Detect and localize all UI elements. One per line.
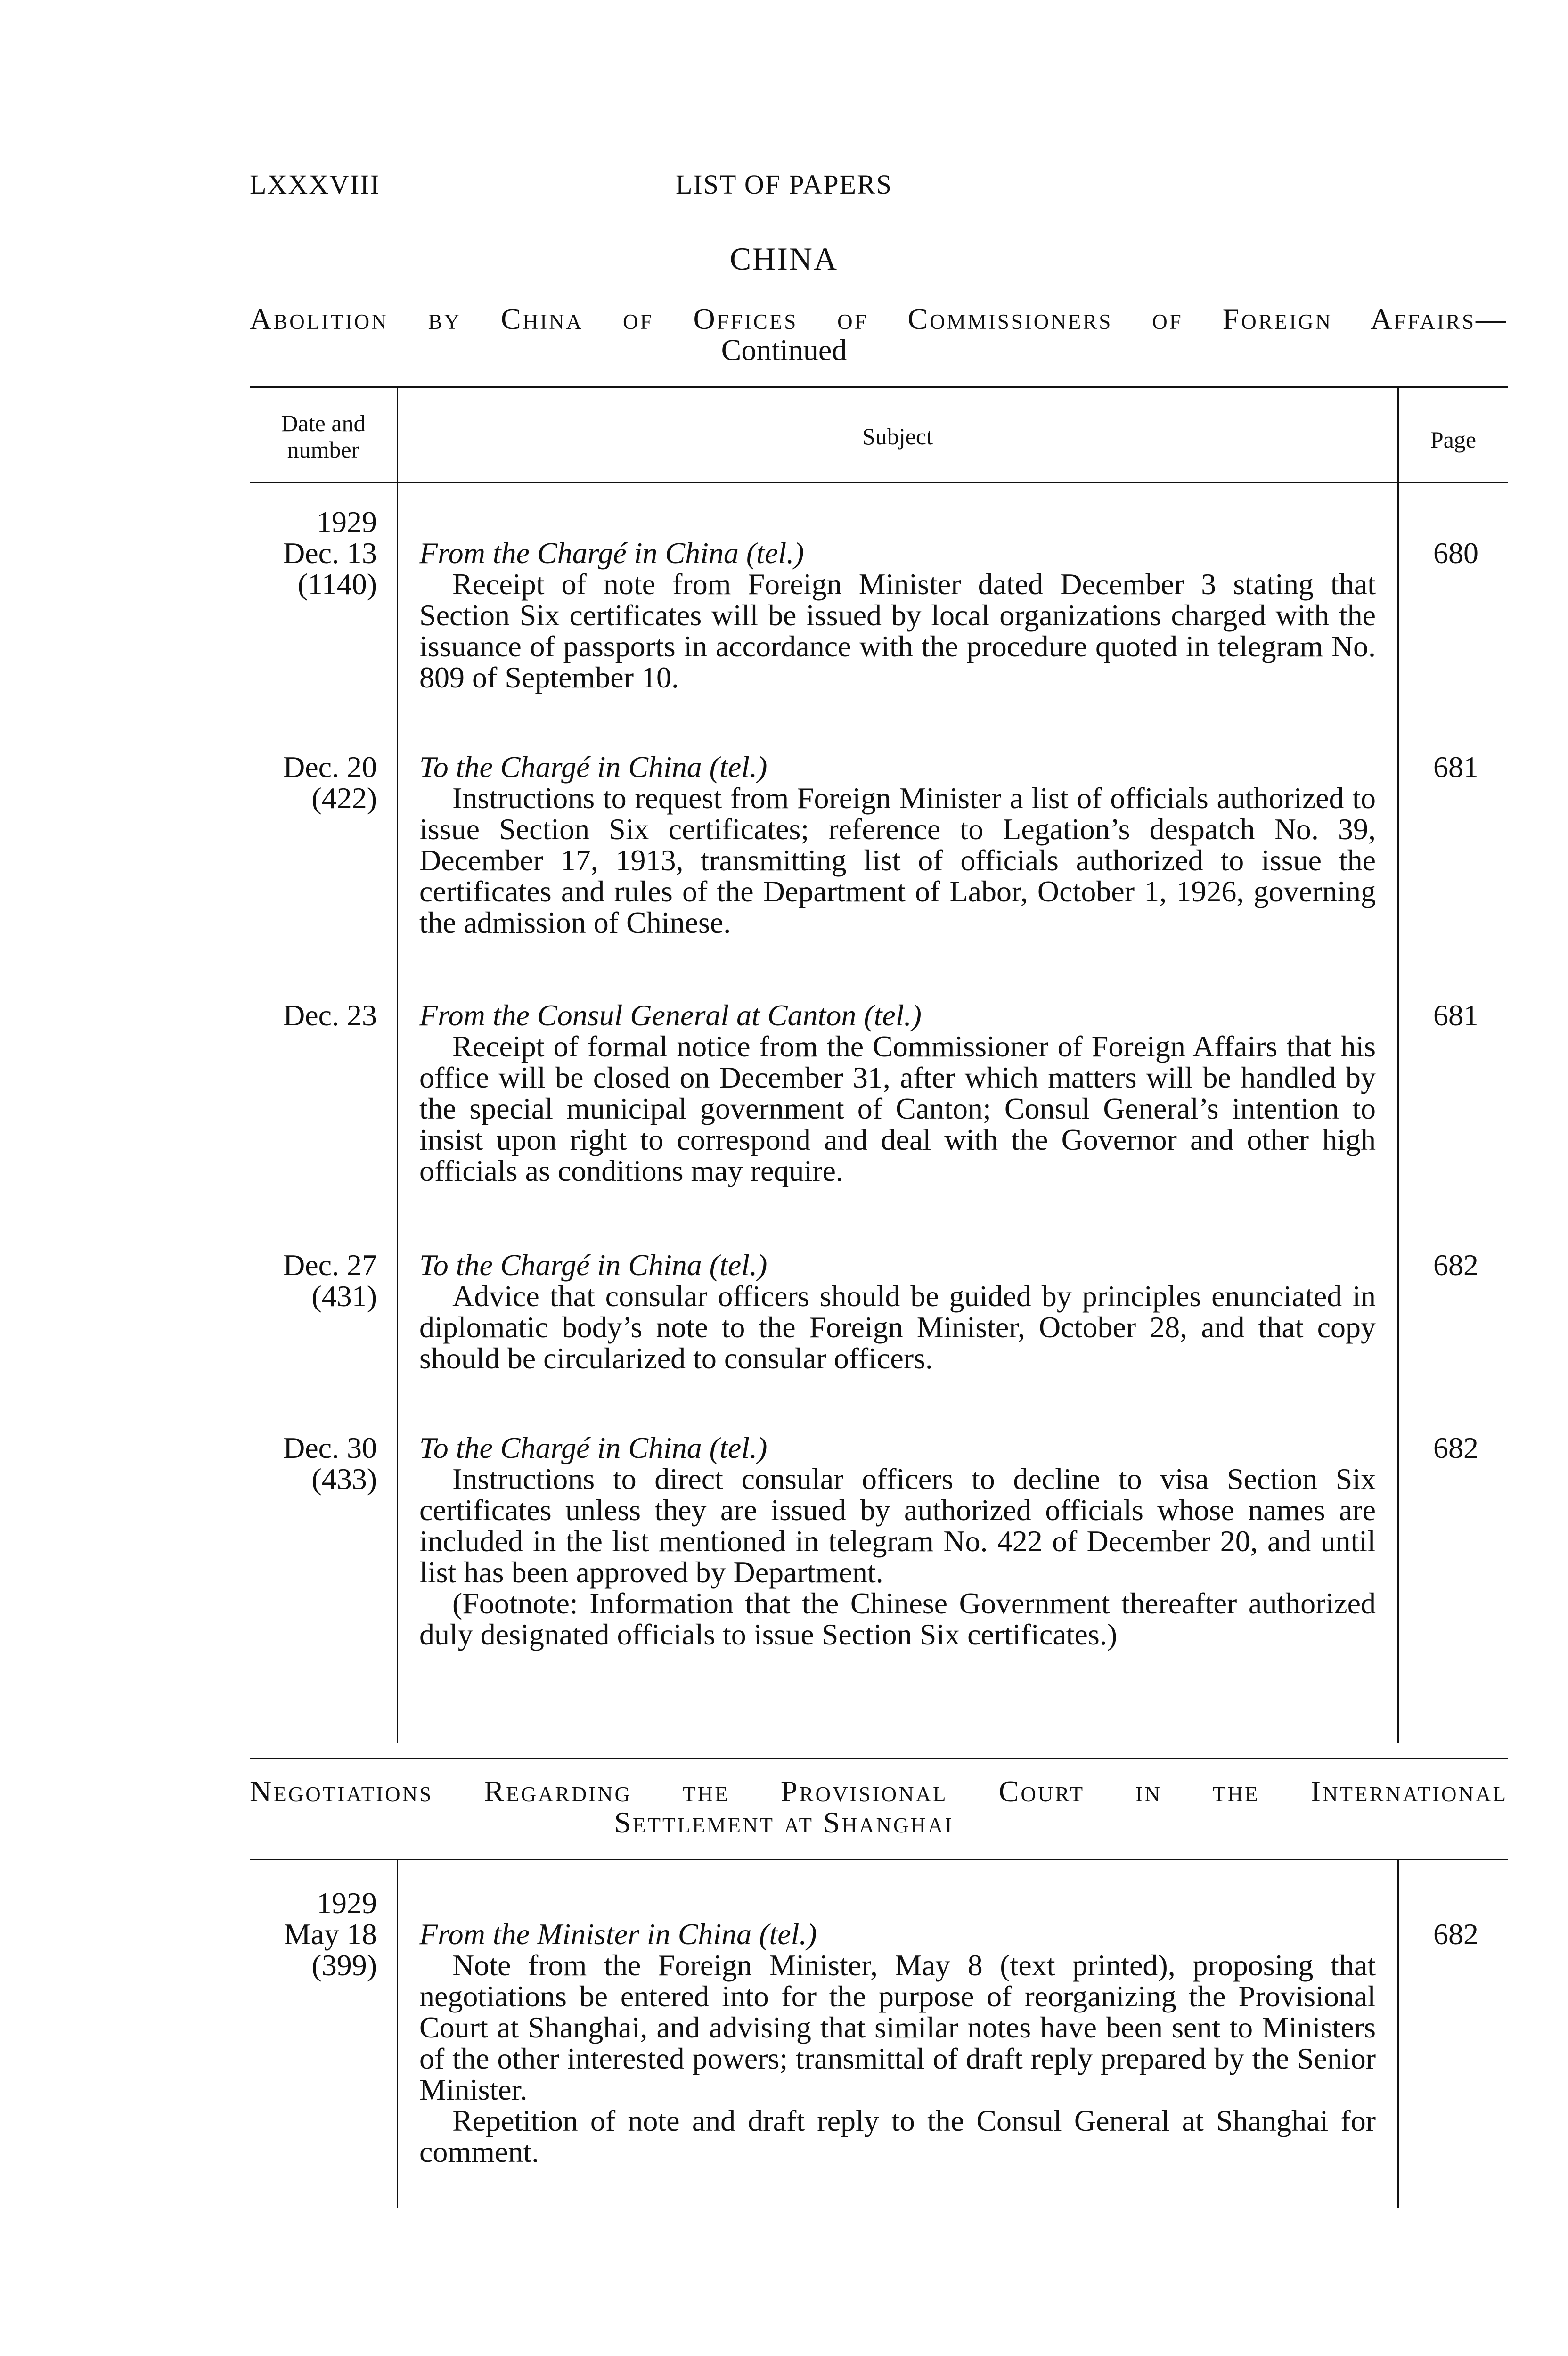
entry-summary: Advice that consular officers should be guided by principles enunciated in diplomatic body’s note to the Foreign Minister, October 28, and that copy should be circularized to consular officers. [419, 1279, 1376, 1375]
country-heading: CHINA [729, 241, 839, 277]
entry-page: 680 [1433, 536, 1478, 570]
entry-page: 682 [1433, 1917, 1478, 1951]
entry-date: 1929 Dec. 13 (1140) [283, 505, 377, 601]
entry-summary: Receipt of note from Foreign Minister dated December 3 stating that Section Six certificates will be issued by local organizations charged with the issuance of passports in accordance with the procedure quoted in telegram No. 809 of September 10. [419, 567, 1376, 694]
column-header-subject: Subject [862, 423, 933, 450]
column-header-date: Date and number [281, 410, 366, 463]
entry-page: 681 [1433, 998, 1478, 1032]
entry-summary: Note from the Foreign Minister, May 8 (text printed), proposing that negotiations be entered into for the purpose of reorganizing the Provisional Court at Shanghai, and advising that similar notes have been sent to Ministers of the other interested powers; transmittal of draft reply prepared by the Senior Minister. [419, 1948, 1376, 2106]
table-1-divider-right [1397, 386, 1399, 1743]
section-2-title-line2: Settlement at Shanghai [614, 1806, 954, 1839]
section-1-title-line2: Continued [721, 333, 847, 367]
entry-page: 682 [1433, 1248, 1478, 1282]
table-2-top-rule [250, 1859, 1508, 1860]
entry-summary: Instructions to direct consular officers to decline to visa Section Six certificates unless they are issued by authorized officials whose names are included in the list mentioned in telegram No. 422 of December 20, and until list has been approved by Department. [419, 1462, 1376, 1589]
entry-date: Dec. 27 (431) [283, 1248, 377, 1313]
entry-correspondent: From the Chargé in China (tel.) [419, 536, 804, 570]
entry-footnote: (Footnote: Information that the Chinese Government thereafter authorized duly designated officials to issue Section Six certificates.) [419, 1587, 1376, 1651]
table-1-bottom-rule [250, 1758, 1508, 1759]
entry-summary: Instructions to request from Foreign Minister a list of officials authorized to issue Section Six certificates; reference to Legation’s despatch No. 39, December 17, 1913, transmitting list of officials authorized to issue the certificates and rules of the Department of Labor, October 1, 1926, governing the admission of Chinese. [419, 781, 1376, 939]
entry-subject [419, 1250, 1376, 1374]
table-1-top-rule [250, 386, 1508, 388]
entry-summary: Receipt of formal notice from the Commissioner of Foreign Affairs that his office will be closed on December 31, after which matters will be handled by the special municipal government of Canton; Consul General’s intention to insist upon right to correspond and deal with the Governor and other high officials as conditions may require. [419, 1030, 1376, 1187]
section-1-title-line1: Abolition by China of Offices of Commissioners of Foreign Affairs— [250, 302, 1508, 335]
entry-correspondent: To the Chargé in China (tel.) [419, 1431, 768, 1464]
entry-correspondent: From the Minister in China (tel.) [419, 1917, 817, 1951]
entry-subject [419, 1919, 1376, 2168]
section-2-title-line1: Negotiations Regarding the Provisional Court in the International [250, 1775, 1508, 1808]
entry-subject [419, 1000, 1376, 1186]
table-1-header-rule [250, 482, 1508, 483]
table-2-divider-right [1397, 1859, 1399, 2208]
entry-correspondent: To the Chargé in China (tel.) [419, 750, 768, 784]
entry-subject [419, 1432, 1376, 1650]
table-1-divider-left [397, 386, 398, 1743]
column-header-page: Page [1430, 426, 1477, 453]
folio-number: LXXXVIII [250, 169, 380, 200]
entry-summary: Repetition of note and draft reply to the Consul General at Shanghai for comment. [419, 2104, 1376, 2168]
entry-subject [419, 538, 1376, 693]
entry-correspondent: To the Chargé in China (tel.) [419, 1248, 768, 1282]
entry-date: Dec. 20 (422) [283, 750, 377, 815]
table-2-divider-left [397, 1859, 398, 2208]
entry-correspondent: From the Consul General at Canton (tel.) [419, 998, 922, 1032]
running-title: LIST OF PAPERS [676, 169, 892, 200]
entry-subject [419, 752, 1376, 938]
entry-page: 681 [1433, 750, 1478, 784]
entry-date: 1929 May 18 (399) [284, 1886, 377, 1982]
entry-page: 682 [1433, 1431, 1478, 1464]
entry-date: Dec. 30 (433) [283, 1431, 377, 1496]
entry-date: Dec. 23 [283, 998, 377, 1032]
